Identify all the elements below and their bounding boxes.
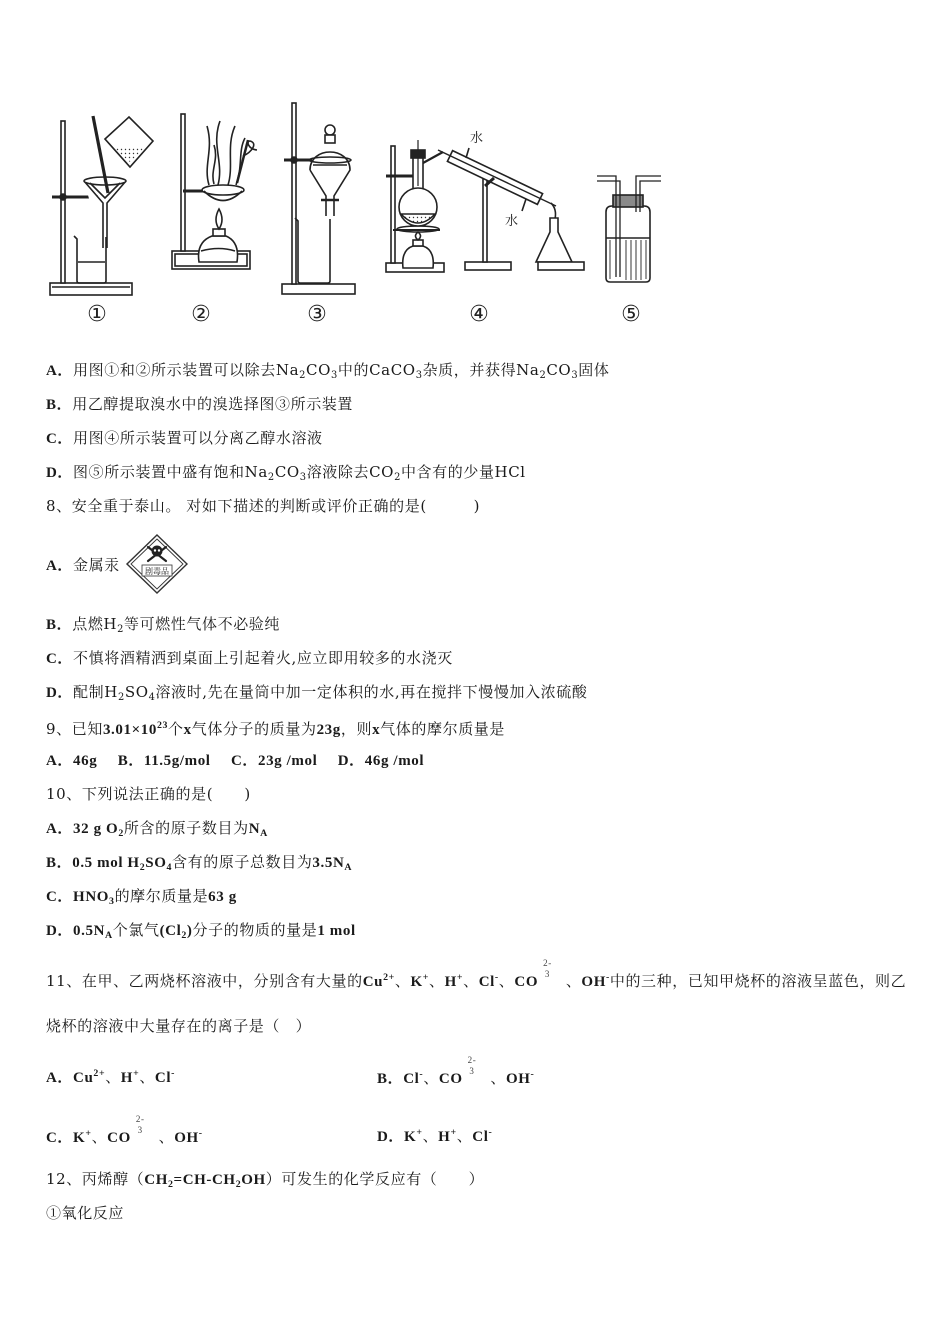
text-run: 10、下列说法正确的是( )	[46, 785, 251, 803]
superscript: -	[488, 1127, 493, 1138]
text-run: 、	[139, 1067, 155, 1086]
text-run: H	[438, 1128, 451, 1145]
q9-option-b: B．11.5g/mol	[117, 753, 211, 769]
toxic-hazard-icon	[126, 534, 188, 594]
q11-option-b	[377, 1055, 535, 1089]
superscript: +	[85, 1128, 92, 1140]
text-run: Cl	[403, 1071, 420, 1087]
text-run: 8、安全重于泰山。 对如下描述的判断或评价正确的是( )	[46, 497, 481, 515]
q8-stem	[46, 496, 480, 516]
text-run: 中的三种，已知甲烧杯的溶液呈蓝色，则乙	[609, 972, 907, 990]
clamp-screw	[291, 157, 297, 163]
text-run: 1 mol	[317, 923, 356, 939]
q9-options	[46, 750, 439, 771]
hazard-diamond-outer	[127, 535, 187, 593]
text-run: 32 g O	[73, 821, 119, 837]
text-run: A．	[46, 363, 74, 379]
text-run: SO	[145, 855, 167, 871]
apparatus-5-gas-washing-bottle	[597, 176, 661, 282]
superscript: -	[494, 972, 499, 984]
subscript: 4	[166, 861, 173, 873]
figure-label-4: ④	[469, 302, 489, 327]
text-run: 11、在甲、乙两烧杯溶液中，分别含有大量的	[46, 972, 363, 990]
beaker	[295, 218, 330, 283]
funnel	[84, 181, 126, 248]
text-run: A．	[46, 558, 74, 574]
subscript: A	[105, 929, 113, 941]
subscript: 2	[539, 369, 547, 381]
text-run: 0.5N	[73, 923, 106, 939]
text-run: 9、已知	[46, 719, 103, 738]
text-run: OH	[241, 1172, 266, 1188]
text-run: B．	[46, 617, 73, 633]
text-run: 用图④所示装置可以分离乙醇水溶液	[73, 429, 323, 447]
text-run: K	[410, 974, 423, 990]
text-run: 、	[490, 1069, 506, 1087]
superscript: +	[416, 1127, 423, 1138]
ion-charge: 2-	[135, 1114, 145, 1124]
q8-option-d	[46, 682, 587, 708]
superscript: -	[419, 1069, 424, 1081]
q8-option-a	[46, 555, 120, 576]
q9-stem	[46, 716, 505, 740]
apparatus-2-evaporation	[172, 114, 257, 269]
text-run: B．	[377, 1071, 404, 1087]
ion-charge: 2-	[467, 1055, 477, 1065]
water-inlet-tube	[522, 199, 526, 211]
text-run: 等可燃性气体不必验纯	[124, 615, 281, 633]
text-run: 图⑤所示装置中盛有饱和Na	[73, 463, 268, 481]
subscript: 2	[267, 471, 275, 483]
text-run: 中的CaCO	[337, 361, 416, 379]
subscript: 2	[139, 861, 146, 873]
text-run: 气体分子的质量为	[191, 719, 317, 738]
apparatus-figure	[0, 0, 950, 340]
text-run: 个氯气	[112, 921, 160, 939]
text-run: Cl	[472, 1128, 489, 1145]
text-run: CO	[274, 463, 300, 481]
text-run: OH	[581, 974, 606, 990]
text-run: HNO	[73, 889, 110, 905]
side-arm	[423, 152, 443, 163]
text-run: 、	[423, 1069, 439, 1087]
text-run: 不慎将酒精洒到桌面上引起着火,应立即用较多的水浇灭	[73, 649, 453, 667]
text-run: OH	[174, 1130, 199, 1146]
text-run: 23g	[316, 721, 341, 738]
superscript: -	[605, 972, 610, 984]
condenser-stand-rod	[483, 178, 487, 262]
q12-item-1	[46, 1203, 124, 1223]
q12-stem	[46, 1169, 484, 1195]
condenser-stand-base	[465, 262, 511, 270]
q9-option-d: D．46g /mol	[337, 753, 425, 769]
text-run: 、	[158, 1128, 175, 1146]
superscript: +	[450, 1127, 457, 1138]
q11-stem-line-2	[46, 1016, 311, 1036]
text-run: D．	[46, 685, 74, 701]
text-run: (Cl	[159, 923, 182, 939]
text-run: Cl	[154, 1069, 172, 1086]
apparatus-1-filtration	[50, 116, 153, 295]
stand-rod	[391, 146, 395, 263]
text-run: 用乙醇提取溴水中的溴选择图③所示装置	[72, 395, 354, 413]
text-run: OH	[505, 1071, 531, 1087]
text-run: x	[183, 721, 192, 738]
text-run: 杂质，并获得Na	[422, 361, 540, 379]
text-run: Cu	[362, 974, 384, 990]
text-run: ①氧化反应	[46, 1204, 125, 1222]
text-run: CO	[546, 361, 572, 379]
q11-stem-line-1	[46, 958, 907, 992]
skull-eye-left	[154, 549, 156, 551]
text-run: B．	[46, 397, 73, 413]
text-run: 、	[428, 972, 445, 990]
text-run: 3.5N	[312, 855, 345, 871]
text-run: 、	[565, 972, 582, 990]
flask-plate	[538, 262, 584, 270]
subscript: 3	[331, 369, 338, 381]
text-run: 中含有的少量HCl	[400, 463, 526, 481]
subscript: 2	[118, 827, 124, 839]
text-run: 、	[91, 1128, 108, 1146]
q10-option-a	[46, 818, 268, 844]
bottle-stopper	[613, 195, 643, 207]
charge-stack	[468, 1055, 477, 1077]
text-run: CO	[438, 1071, 463, 1087]
text-run: 、	[394, 972, 411, 990]
subscript: A	[344, 861, 353, 873]
flame	[216, 209, 222, 229]
subscript: 3	[415, 369, 423, 381]
q8-option-c	[46, 648, 453, 669]
superscript: -	[171, 1068, 176, 1079]
water-outlet-tube	[466, 148, 469, 158]
text-run: 0.5 mol H	[72, 855, 140, 871]
text-run: B．	[46, 855, 73, 871]
apparatus-option-c	[46, 428, 323, 449]
charge-stack	[543, 958, 552, 980]
text-run: A．	[46, 1069, 74, 1086]
superscript: +	[456, 972, 464, 984]
receiving-flask	[536, 218, 572, 262]
subscript: 2	[394, 471, 401, 483]
subscript: 2	[117, 623, 124, 635]
text-run: Cl	[478, 974, 495, 990]
subscript: 4	[148, 691, 156, 703]
text-run: 所含的原子数目为	[123, 819, 249, 837]
stand-rod	[292, 103, 296, 284]
burner	[403, 246, 434, 268]
text-run: K	[73, 1130, 86, 1146]
text-run: SO	[124, 683, 149, 701]
subscript: 2	[235, 1178, 242, 1190]
text-run: 用图①和②所示装置可以除去Na	[73, 361, 300, 379]
q10-option-b	[46, 852, 352, 878]
text-run: C．	[46, 651, 74, 667]
text-run: 63 g	[208, 889, 237, 905]
text-run: x	[372, 721, 381, 738]
ion-charge: 2-	[543, 958, 552, 968]
text-run: 金属汞	[73, 556, 120, 574]
q11-option-d	[377, 1123, 492, 1147]
water-inlet-label: 水	[505, 214, 519, 229]
text-run: 、	[422, 1126, 439, 1145]
text-run: C．	[46, 431, 74, 447]
flame	[416, 232, 421, 240]
subscript: A	[260, 827, 268, 839]
text-run: 个	[168, 719, 184, 738]
text-run: CO	[514, 974, 539, 990]
text-run: 12、丙烯醇（	[46, 1170, 145, 1188]
q9-option-a: A．46g	[46, 753, 98, 769]
bottle	[606, 206, 650, 282]
apparatus-option-d	[46, 462, 526, 488]
q10-option-d	[46, 920, 356, 946]
stopper	[325, 125, 335, 135]
text-run: 、	[456, 1126, 473, 1145]
text-run: 分子的物质的量是	[192, 921, 318, 939]
text-run: 、	[498, 972, 515, 990]
water-outlet-label: 水	[470, 131, 484, 146]
figure-label-2: ②	[191, 302, 211, 327]
q8-option-b	[46, 614, 280, 640]
apparatus-option-a	[46, 360, 609, 386]
superscript: -	[530, 1069, 535, 1081]
subscript: 3	[109, 895, 115, 907]
figure-label-5: ⑤	[621, 302, 641, 327]
subscript: 2	[168, 1178, 174, 1190]
hazard-label: 剧毒品	[145, 567, 169, 576]
text-run: D．	[46, 465, 74, 481]
superscript: +	[133, 1068, 140, 1079]
subscript: 2	[181, 929, 187, 941]
q11-option-a	[46, 1064, 175, 1088]
q10-stem	[46, 784, 251, 804]
stand-base	[282, 284, 355, 294]
text-run: Cu	[73, 1069, 94, 1086]
text-run: 烧杯的溶液中大量存在的离子是（ ）	[46, 1017, 312, 1035]
ion-subscript: 3	[137, 1125, 143, 1135]
charge-stack	[136, 1114, 145, 1136]
text-run: 固体	[578, 361, 610, 379]
text-run: CO	[306, 361, 331, 379]
superscript: 23	[156, 720, 169, 731]
q10-option-c	[46, 886, 237, 912]
text-run: CH	[144, 1172, 168, 1188]
text-run: 气体的摩尔质量是	[380, 719, 505, 738]
skull-eye-right	[158, 549, 160, 551]
stand-rod	[181, 114, 185, 251]
clamp-screw	[60, 194, 66, 200]
text-run: )	[186, 923, 193, 939]
text-run: 、	[463, 972, 479, 990]
superscript: +	[422, 972, 429, 984]
text-run: 含有的原子总数目为	[172, 853, 313, 871]
subscript: 2	[117, 691, 125, 703]
superscript: 2+	[93, 1068, 106, 1079]
apparatus-option-b	[46, 394, 353, 415]
text-run: K	[404, 1128, 417, 1145]
apparatus-3-separatory-funnel	[282, 103, 355, 294]
text-run: 、	[105, 1067, 121, 1086]
condenser-inner-tube	[438, 150, 556, 206]
text-run: CO	[107, 1130, 131, 1146]
subscript: 3	[299, 471, 307, 483]
text-run: =CH-CH	[173, 1172, 236, 1188]
figure-label-1: ①	[87, 302, 107, 327]
text-run: 的摩尔质量是	[114, 887, 209, 905]
ion-subscript: 3	[544, 969, 551, 979]
text-run: C．	[46, 889, 74, 905]
text-run: 配制H	[73, 683, 118, 701]
ring	[202, 185, 244, 195]
q11-option-c	[46, 1114, 203, 1148]
text-run: N	[248, 821, 261, 837]
text-run: C．	[46, 1130, 74, 1146]
q9-option-c: C．23g /mol	[230, 753, 318, 769]
text-run: 溶液时,先在量筒中加一定体积的水,再在搅拌下慢慢加入浓硫酸	[155, 683, 588, 701]
text-run: H	[444, 974, 457, 990]
text-run: H	[120, 1069, 134, 1086]
figure-label-3: ③	[307, 302, 327, 327]
text-run: D．	[377, 1128, 405, 1145]
skull-icon	[152, 546, 163, 557]
ion-subscript: 3	[469, 1066, 475, 1076]
subscript: 3	[571, 369, 579, 381]
subscript: 2	[299, 369, 307, 381]
text-run: ）可发生的化学反应有（ ）	[265, 1170, 485, 1188]
superscript: 2+	[383, 972, 395, 984]
text-run: A．	[46, 821, 74, 837]
superscript: -	[198, 1128, 203, 1140]
text-run: 3.01×10	[102, 721, 157, 738]
text-run: 点燃H	[72, 615, 118, 633]
text-run: ，则	[340, 719, 373, 738]
stand-base	[50, 283, 132, 295]
stand-rod	[61, 121, 65, 283]
beaker	[74, 236, 106, 283]
text-run: 溶液除去CO	[306, 463, 395, 481]
funnel-neck	[325, 135, 335, 143]
text-run: D．	[46, 923, 74, 939]
apparatus-4-distillation	[386, 130, 584, 272]
